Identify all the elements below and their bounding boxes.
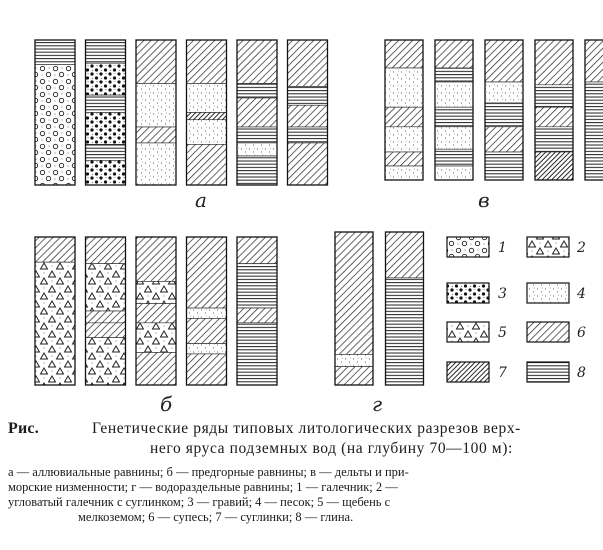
layer-gravel — [86, 160, 126, 185]
column-a-4 — [187, 40, 227, 185]
layer-clay — [535, 127, 573, 152]
layer-sandyloam — [136, 237, 176, 281]
layer-sand — [385, 166, 423, 180]
panel-g — [335, 232, 424, 385]
caption-title-line-1: Генетические ряды типовых литологических разрезов верх- — [92, 420, 521, 437]
panel-a — [35, 40, 328, 185]
layer-sandyloam — [335, 367, 373, 385]
layer-rubble — [35, 262, 75, 385]
layer-clay — [35, 40, 75, 65]
legend-swatch-6 — [527, 322, 569, 342]
legend-swatch-2 — [527, 237, 569, 257]
column-b-2 — [86, 237, 126, 385]
panel-label-b: б — [160, 392, 173, 416]
layer-sandyloam — [136, 304, 176, 323]
column-v-5 — [585, 40, 603, 180]
layer-clay — [435, 149, 473, 166]
layer-rubble — [136, 323, 176, 353]
caption-body-line-4: мелкоземом; 6 — супесь; 7 — суглинки; 8 — глина. — [78, 510, 354, 524]
column-v-2 — [435, 40, 473, 180]
legend-number-2: 2 — [577, 240, 586, 256]
layer-pebble — [35, 65, 75, 185]
legend-swatch-7 — [447, 362, 489, 382]
layer-sand — [187, 84, 227, 113]
layer-sandyloam — [535, 40, 573, 85]
layer-sandyloam — [385, 107, 423, 127]
layer-sandyloam — [86, 323, 126, 338]
layer-sandyloam — [288, 40, 328, 86]
layer-sandyloam — [585, 40, 603, 82]
figure-label: Рис. — [8, 420, 39, 437]
panel-v — [385, 40, 603, 180]
layer-clay — [237, 264, 277, 308]
layer-sandyloam — [335, 232, 373, 354]
layer-sand — [335, 354, 373, 366]
legend — [447, 237, 569, 382]
layer-sandyloam — [136, 127, 176, 143]
layer-sandyloam — [86, 311, 126, 323]
legend-swatch-3 — [447, 283, 489, 303]
layer-gravel — [86, 63, 126, 95]
column-b-4 — [187, 237, 227, 385]
panel-b — [35, 237, 277, 385]
layer-sandyloam — [187, 144, 227, 185]
layer-sand — [187, 120, 227, 145]
layer-sandyloam — [237, 237, 277, 264]
layer-clay — [237, 84, 277, 99]
layer-sandyloam — [136, 352, 176, 385]
layer-sandyloam — [385, 40, 423, 68]
legend-number-1: 1 — [498, 240, 507, 256]
layer-loam — [535, 152, 573, 180]
panel-label-v: в — [478, 188, 490, 212]
column-g-1 — [335, 232, 373, 385]
layer-rubble — [86, 338, 126, 385]
layer-sandyloam — [187, 237, 227, 308]
column-g-2 — [386, 232, 424, 385]
layer-sandyloam — [485, 40, 523, 82]
legend-swatch-4 — [527, 283, 569, 303]
layer-sandyloam — [237, 98, 277, 127]
legend-swatch-8 — [527, 362, 569, 382]
layer-gravel — [86, 113, 126, 145]
layer-sand — [187, 308, 227, 318]
column-b-3 — [136, 237, 176, 385]
layer-sand — [435, 82, 473, 107]
layer-sand — [435, 166, 473, 180]
column-b-5 — [237, 237, 277, 385]
legend-number-6: 6 — [577, 325, 586, 341]
layer-sandyloam — [237, 308, 277, 323]
column-a-2 — [86, 40, 126, 185]
layer-clay — [288, 127, 328, 143]
caption-body-line-2: морские низменности; г — водораздельные равнины; 1 — галечник; 2 — — [8, 480, 398, 494]
column-v-1 — [385, 40, 423, 180]
layer-sand — [385, 127, 423, 152]
layer-sandyloam — [288, 105, 328, 127]
layer-sandyloam — [435, 40, 473, 68]
layer-sand — [485, 82, 523, 103]
layer-clay — [485, 152, 523, 180]
layer-sandyloam — [35, 237, 75, 262]
caption-body-line-3: угловатый галечник с суглинком; 3 — гравий; 4 — песок; 5 — щебень с — [8, 495, 391, 509]
layer-sandyloam — [385, 152, 423, 166]
layer-clay — [386, 278, 424, 385]
layer-sandyloam — [288, 143, 328, 185]
layer-clay — [585, 82, 603, 180]
layer-sandyloam — [535, 107, 573, 127]
layer-sandyloam — [86, 237, 126, 264]
layer-sandyloam — [386, 232, 424, 278]
layer-sandyloam — [485, 127, 523, 152]
column-a-6 — [288, 40, 328, 185]
layer-clay — [86, 95, 126, 112]
layer-rubble — [136, 281, 176, 303]
layer-sandyloam — [187, 40, 227, 84]
layer-sandyloam — [187, 318, 227, 343]
legend-number-5: 5 — [498, 325, 507, 341]
panel-label-g: г — [372, 392, 383, 416]
column-b-1 — [35, 237, 75, 385]
panel-label-a: а — [195, 188, 207, 212]
layer-sand — [136, 84, 176, 128]
legend-number-3: 3 — [498, 286, 507, 302]
legend-swatch-1 — [447, 237, 489, 257]
layer-clay — [237, 323, 277, 385]
layer-clay — [237, 156, 277, 185]
layer-clay — [288, 86, 328, 105]
column-v-4 — [535, 40, 573, 180]
layer-sand — [435, 127, 473, 149]
layer-rubble — [86, 264, 126, 311]
legend-number-8: 8 — [577, 365, 586, 381]
layer-clay — [435, 68, 473, 82]
legend-number-4: 4 — [577, 286, 586, 302]
layer-clay — [86, 40, 126, 63]
layer-sand — [187, 344, 227, 354]
column-a-3 — [136, 40, 176, 185]
caption-title-line-2: него яруса подземных вод (на глубину 70—100 м): — [150, 440, 513, 457]
layer-sand — [385, 68, 423, 107]
column-v-3 — [485, 40, 523, 180]
layer-clay — [535, 85, 573, 107]
layer-clay — [485, 103, 523, 127]
caption-body — [8, 465, 596, 525]
column-a-5 — [237, 40, 277, 185]
layer-sandyloam — [187, 354, 227, 385]
layer-clay — [237, 127, 277, 143]
legend-number-7: 7 — [498, 365, 507, 381]
layer-sandyloam — [136, 40, 176, 84]
layer-sand — [136, 143, 176, 185]
layer-clay — [86, 144, 126, 160]
legend-swatch-5 — [447, 322, 489, 342]
layer-clay — [435, 107, 473, 127]
column-a-1 — [35, 40, 75, 185]
caption-body-line-1: а — аллювиальные равнины; б — предгорные равнины; в — дельты и при- — [8, 465, 409, 479]
layer-sand — [237, 143, 277, 156]
layer-loam — [187, 113, 227, 120]
layer-sandyloam — [237, 40, 277, 84]
